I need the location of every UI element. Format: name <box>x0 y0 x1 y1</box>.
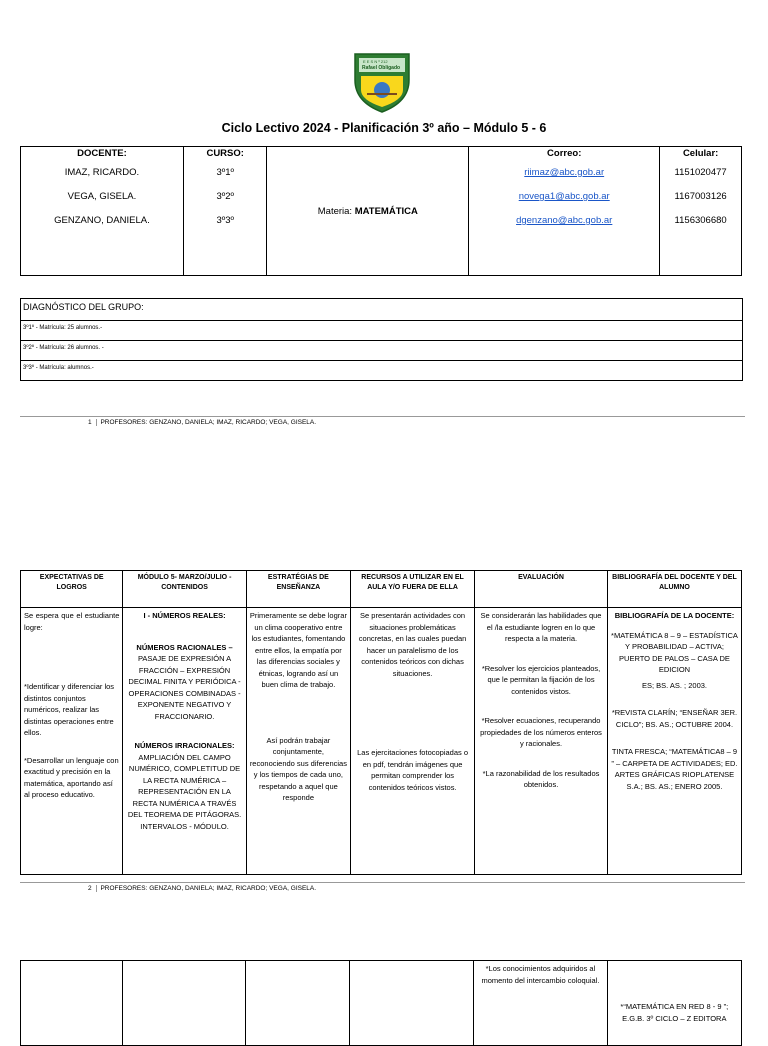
curso-value: 3º3º <box>216 215 234 226</box>
footer-divider <box>20 882 745 883</box>
evaluacion-text: Se considerarán las habilidades que el /la estudiante logren en lo que respecta a la materia. <box>480 611 602 643</box>
expectativa-text: *Desarrollar un lenguaje con exactitud y precisión en la matemática, aportando así al proceso educativo. <box>24 755 119 799</box>
evaluacion-text: *Los conocimientos adquiridos al momento del intercambio coloquial. <box>481 964 600 985</box>
planning-table-continued <box>20 960 742 1046</box>
expectativas-cell <box>21 608 123 875</box>
correo-header: Correo: <box>547 148 582 159</box>
header-expectativas: EXPECTATIVAS DE LOGROS <box>21 571 123 608</box>
irracionales-text: AMPLIACIÓN DEL CAMPO NUMÉRICO, COMPLETITUD DE LA RECTA NUMÉRICA – REPRESENTACIÓN EN LA RECTA NUMÉRICA A TRAVÉS DEL TEOREMA DE PITÁGORAS. INTERVALOS - MÓDULO. <box>127 752 242 831</box>
page-number: 1 <box>88 419 92 426</box>
estrategias-cell <box>246 608 350 875</box>
diagnostico-row: 3º2º - Matrícula: 26 alumnos. - <box>21 341 742 361</box>
planning-table <box>20 570 742 875</box>
footer-divider <box>20 416 745 417</box>
estrategia-text: Primeramente se debe lograr un clima cooperativo entre los estudiantes, fomentando entre ellos, la empatía por las diferencias sociales y étnicas, logrando así un buen clima de trabajo. <box>249 611 347 689</box>
recurso-text: Se presentarán actividades con situaciones problemáticas concretas, en las cuales puedan hacer un paralelismo de los contenidos teóricos con dichas situaciones. <box>358 611 467 678</box>
correo-column <box>469 147 660 276</box>
expectativa-text: Se espera que el estudiante logre: <box>24 611 120 632</box>
bibliografia-title: BIBLIOGRAFÍA DE LA DOCENTE: <box>614 611 735 620</box>
racionales-text: PASAJE DE EXPRESIÓN A FRACCIÓN – EXPRESIÓN DECIMAL FINITA Y PERIÓDICA - OPERACIONES COMBINADAS - EXPONENTE NEGATIVO Y FRACCIONARIO. <box>128 654 241 721</box>
curso-value: 3º1º <box>216 167 234 178</box>
bibliografia-text: *MATEMÁTICA 8 – 9 – ESTADÍSTICA Y PROBABILIDAD – ACTIVA; PUERTO DE PALOS – CASA DE EDICION <box>611 630 738 674</box>
racionales-title: NÚMEROS RACIONALES – <box>136 642 233 652</box>
docente-name: GENZANO, DANIELA. <box>54 215 150 226</box>
logo-text-top: E E S N º 212 <box>363 59 388 64</box>
docente-name: IMAZ, RICARDO. <box>64 167 140 178</box>
empty-cell <box>350 961 474 1046</box>
curso-header: CURSO: <box>206 148 244 159</box>
evaluacion-cell <box>474 961 607 1046</box>
curso-value: 3º2º <box>216 191 234 202</box>
diagnostico-table <box>20 298 743 381</box>
empty-cell <box>246 961 350 1046</box>
celular-header: Celular: <box>682 148 719 159</box>
page-number: 2 <box>88 885 92 892</box>
evaluacion-cell <box>475 608 608 875</box>
header-estrategias: ESTRATÉGIAS DE ENSEÑANZA <box>246 571 350 608</box>
school-logo <box>353 50 411 114</box>
diagnostico-title: DIAGNÓSTICO DEL GRUPO: <box>21 299 742 321</box>
celular-column <box>660 147 742 276</box>
header-evaluacion: EVALUACIÓN <box>475 571 608 608</box>
empty-cell <box>21 961 123 1046</box>
materia-label: Materia: <box>317 205 353 217</box>
docente-column <box>21 147 184 276</box>
celular-value: 1151020477 <box>674 167 727 178</box>
email-link[interactable]: novega1@abc.gob.ar <box>518 191 610 202</box>
docente-header: DOCENTE: <box>77 148 127 159</box>
estrategia-text: Así podrán trabajar conjuntamente, reconociendo sus diferencias y los tiempos de cada uno, respetando a aquel que responde <box>249 735 347 802</box>
evaluacion-text: *Resolver ecuaciones, recuperando propiedades de los números enteros y racionales. <box>480 716 602 748</box>
evaluacion-text: *Resolver los ejercicios planteados, que le permitan la fijación de los contenidos vistos. <box>481 663 601 696</box>
header-contenidos: MÓDULO 5- MARZO/JULIO - CONTENIDOS <box>123 571 246 608</box>
contenidos-cell <box>123 608 246 875</box>
curso-column <box>183 147 267 276</box>
evaluacion-text: *La razonabilidad de los resultados obtenidos. <box>482 768 600 789</box>
bibliografia-text: ES; BS. AS. ; 2003. <box>641 680 707 690</box>
recurso-text: Las ejercitaciones fotocopiadas o en pdf, tendrán imágenes que permitan comprender los contenidos teóricos vistos. <box>357 748 469 792</box>
footer-text: PROFESORES: GENZANO, DANIELA; IMAZ, RICARDO; VEGA, GISELA. <box>100 419 317 426</box>
header-bibliografia: BIBLIOGRAFÍA DEL DOCENTE Y DEL ALUMNO <box>607 571 741 608</box>
materia-value: MATEMÁTICA <box>354 205 418 217</box>
docente-name: VEGA, GISELA. <box>67 191 137 202</box>
email-link[interactable]: dgenzano@abc.gob.ar <box>516 215 613 226</box>
bibliografia-text: *“MATEMÁTICA EN RED 8 - 9 ”; E.G.B. 3º CICLO – Z EDITORA <box>620 1002 729 1023</box>
bibliografia-cell <box>607 961 741 1046</box>
bibliografia-text: TINTA FRESCA; “MATEMÁTICA8 – 9 ” – CARPETA DE ACTIVIDADES; ED. ARTES GRÁFICAS RIOPLATENSE S.A.; BS. AS.; ENERO 2005. <box>611 747 738 791</box>
diagnostico-row: 3º3º - Matrícula: alumnos.- <box>23 365 94 371</box>
footer-text: PROFESORES: GENZANO, DANIELA; IMAZ, RICARDO; VEGA, GISELA. <box>100 885 317 892</box>
contenidos-section: I - NÚMEROS REALES: <box>143 611 226 620</box>
recursos-cell <box>351 608 475 875</box>
teachers-table <box>20 146 742 276</box>
page-title: Ciclo Lectivo 2024 - Planificación 3º año – Módulo 5 - 6 <box>221 121 547 135</box>
email-link[interactable]: riimaz@abc.gob.ar <box>524 167 605 178</box>
expectativa-text: *Identificar y diferenciar los distintos conjuntos numéricos, realizar las distintas operaciones entre ellos. <box>24 682 115 737</box>
empty-cell <box>123 961 246 1046</box>
page-footer <box>88 885 316 892</box>
diagnostico-row: 3º1º - Matrícula: 25 alumnos.- <box>21 321 742 341</box>
celular-value: 1167003126 <box>674 191 727 202</box>
materia-cell <box>267 147 469 276</box>
header-recursos: RECURSOS A UTILIZAR EN EL AULA Y/O FUERA DE ELLA <box>351 571 475 608</box>
logo-text-main: Rafael Obligado <box>362 65 401 71</box>
irracionales-title: NÚMEROS IRRACIONALES: <box>134 741 235 750</box>
bibliografia-text: *REVISTA CLARÍN; “ENSEÑAR 3ER. CICLO”; BS. AS.; OCTUBRE 2004. <box>611 708 738 729</box>
bibliografia-cell <box>607 608 741 875</box>
page-footer <box>88 419 316 426</box>
celular-value: 1156306680 <box>674 215 727 226</box>
